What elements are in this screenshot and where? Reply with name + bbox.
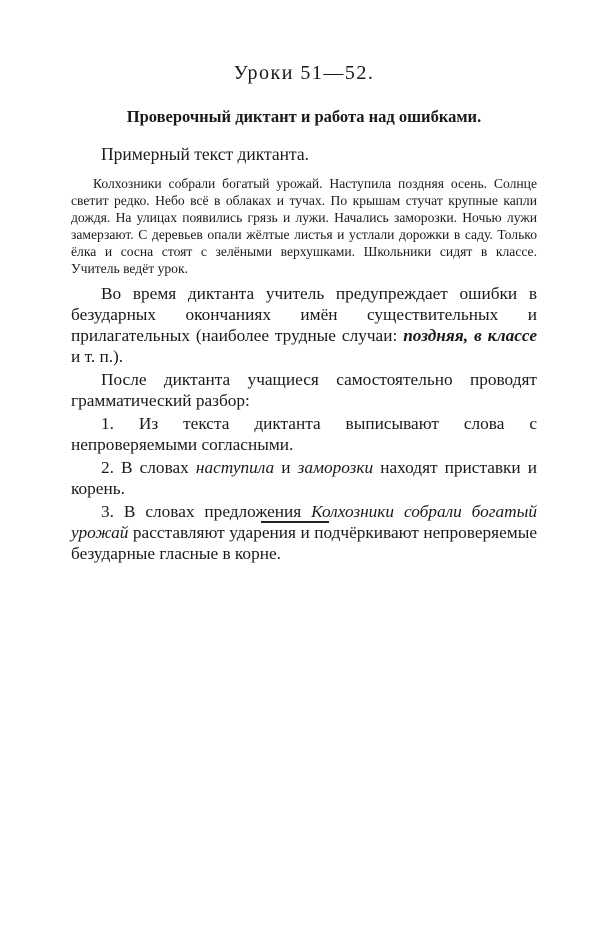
task-item-3-end: расставляют ударения и подчёркивают непроверяемые безударные гласные в корне. xyxy=(71,523,537,563)
paragraph-warning-text: Во время диктанта учитель предупреждает ошибки в безударных окончаниях имён существительных и прилагательных (наиболее трудные случаи: xyxy=(71,284,537,345)
task-item-2-end: находят приставки и корень. xyxy=(71,458,538,498)
task-item-2-start: 2. В словах xyxy=(101,458,196,477)
task-item-3 xyxy=(71,501,537,564)
paragraph-warning-end: и т. п.). xyxy=(71,347,124,366)
task-item-2 xyxy=(71,457,537,499)
word-zamorozki: заморозки xyxy=(297,458,374,477)
difficult-examples: поздняя, в классе xyxy=(403,326,537,345)
end-divider xyxy=(261,521,329,523)
task-item-1: 1. Из текста диктанта выписывают слова с непроверяемыми согласными. xyxy=(71,414,537,454)
lesson-heading: Уроки 51—52. xyxy=(233,62,375,84)
dictation-text: Колхозники собрали богатый урожай. Наступила поздняя осень. Солнце светит редко. Небо всё в облаках и тучах. По крышам стучат крупные капли дождя. На улицах появились грязь и лужи. Начались заморозки. Ночью лужи замерзают. С деревьев опали жёлтые листья и устлали дорожки в саду. Только ёлка и сосна стоят с зелёными верхушками. Школьники сидят в классе. Учитель ведёт урок. xyxy=(71,176,537,276)
task-item-3-start: 3. В словах предложения xyxy=(101,502,312,521)
paragraph-warning xyxy=(71,283,537,367)
page-content xyxy=(71,62,537,566)
dictation-label: Примерный текст диктанта. xyxy=(101,144,310,164)
example-sentence: Колхозники собрали богатый урожай xyxy=(71,502,537,542)
paragraph-after-dictation: После диктанта учащиеся самостоятельно проводят грамматический разбор: xyxy=(71,370,537,410)
word-nastupila: наступила xyxy=(195,458,275,477)
section-title: Проверочный диктант и работа над ошибками. xyxy=(126,107,482,126)
task-item-2-conj: и xyxy=(274,458,298,477)
